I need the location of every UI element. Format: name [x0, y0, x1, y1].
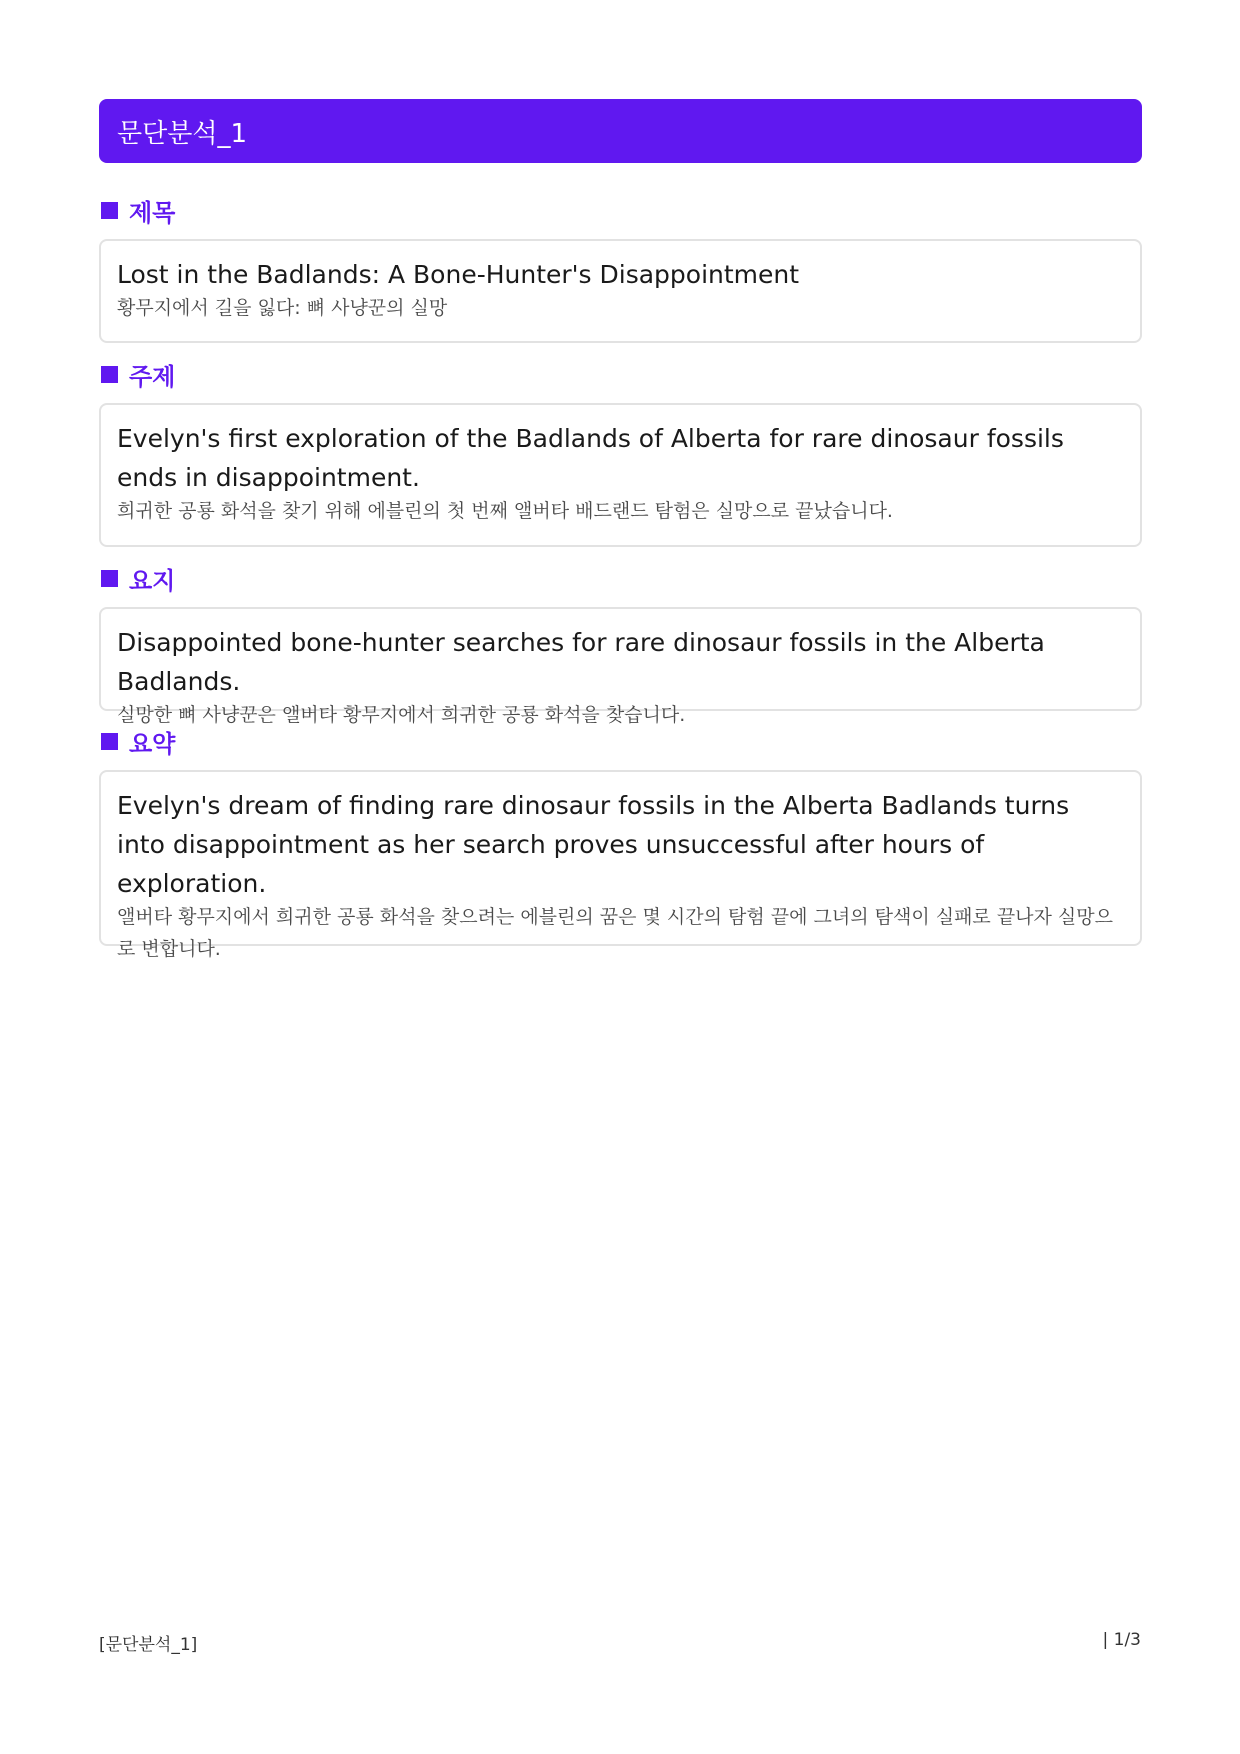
gist-korean: 실망한 뼈 사냥꾼은 앨버타 황무지에서 희귀한 공룡 화석을 찾습니다.	[117, 704, 686, 726]
title-korean: 황무지에서 길을 잃다: 뼈 사냥꾼의 실망	[117, 297, 448, 319]
square-bullet-icon	[101, 570, 118, 587]
section-heading-gist	[101, 561, 175, 595]
topic-english: Evelyn's first exploration of the Badlands of Alberta for rare dinosaur fossils ends in disappointment.	[117, 424, 1064, 492]
topic-box	[99, 403, 1142, 547]
footer-section-label: [문단분석_1]	[99, 1635, 198, 1655]
section-heading-label: 주제	[129, 362, 176, 391]
summary-english: Evelyn's dream of finding rare dinosaur fossils in the Alberta Badlands turns into disappointment as her search proves unsuccessful after hours of exploration.	[117, 791, 1070, 898]
gist-english: Disappointed bone-hunter searches for rare dinosaur fossils in the Alberta Badlands.	[117, 628, 1045, 696]
topic-korean: 희귀한 공룡 화석을 찾기 위해 에블린의 첫 번째 앨버타 배드랜드 탐험은 실망으로 끝났습니다.	[117, 500, 893, 522]
square-bullet-icon	[101, 366, 118, 383]
page-number: | 1/3	[1102, 1630, 1141, 1650]
page-title: 문단분석_1	[117, 118, 248, 149]
square-bullet-icon	[101, 733, 118, 750]
section-heading-title	[101, 193, 175, 227]
gist-box	[99, 607, 1142, 726]
summary-korean: 앨버타 황무지에서 희귀한 공룡 화석을 찾으려는 에블린의 꿈은 몇 시간의 탐험 끝에 그녀의 탐색이 실패로 끝나자 실망으로 변합니다.	[117, 906, 1113, 960]
section-heading-topic	[101, 357, 175, 391]
section-heading-label: 요약	[129, 729, 176, 758]
section-heading-label: 요지	[129, 566, 176, 595]
section-heading-summary	[101, 724, 175, 758]
section-title-bar	[99, 99, 1142, 163]
summary-box	[99, 770, 1142, 960]
section-heading-label: 제목	[129, 198, 176, 227]
title-english: Lost in the Badlands: A Bone-Hunter's Disappointment	[117, 260, 800, 289]
title-box	[99, 239, 1142, 343]
square-bullet-icon	[101, 202, 118, 219]
